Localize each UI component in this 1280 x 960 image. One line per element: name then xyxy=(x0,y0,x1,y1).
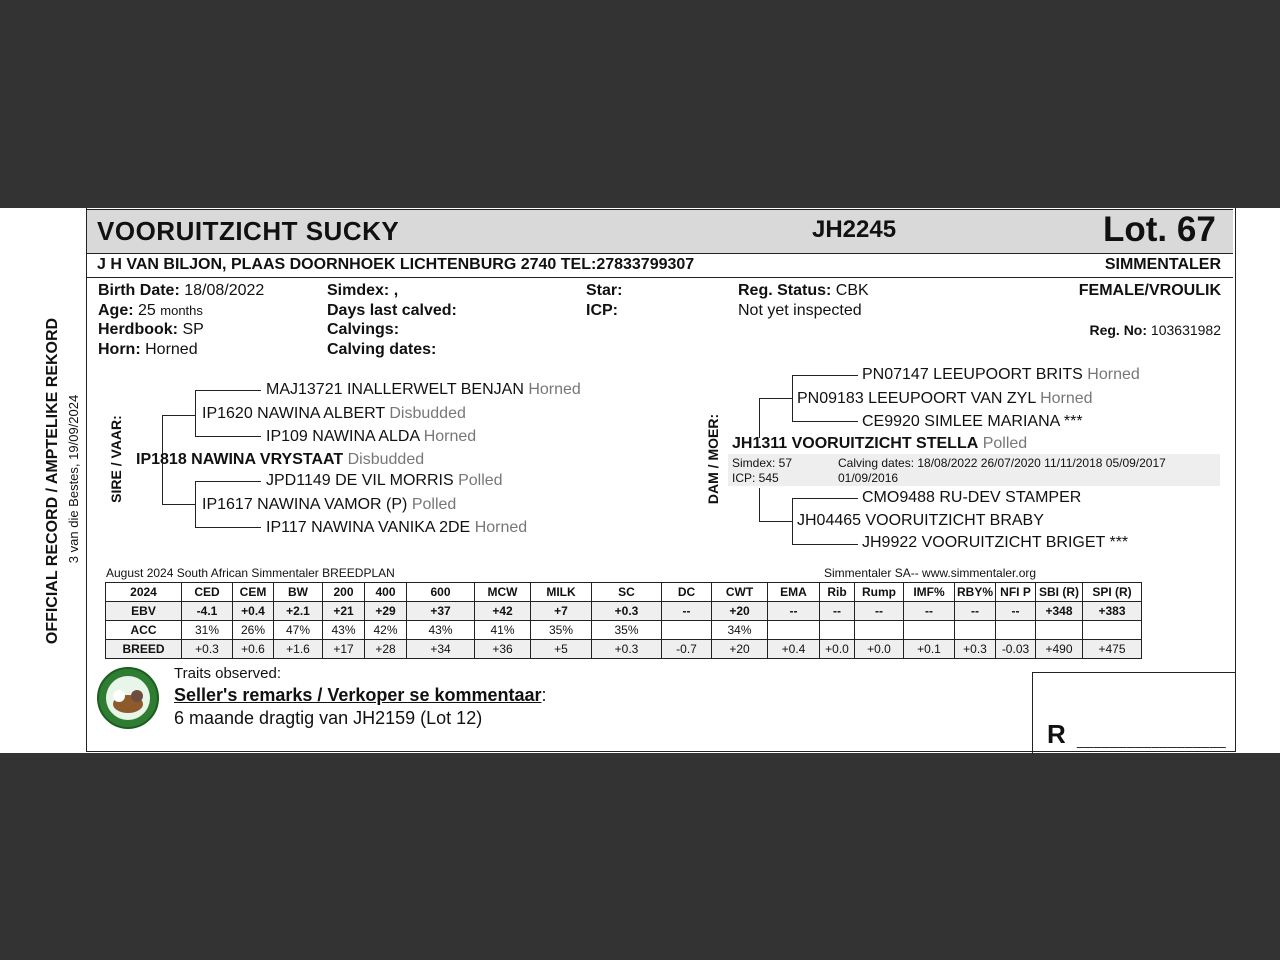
ds-horn: Horned xyxy=(1040,390,1093,407)
table-cell: +0.0 xyxy=(820,640,855,659)
table-cell: 26% xyxy=(233,621,274,640)
sire-bracket-top xyxy=(162,415,196,416)
row-label: ACC xyxy=(106,621,182,640)
sire-sire-sire xyxy=(266,381,581,399)
calving-dates-label: Calving dates: xyxy=(327,341,437,358)
dds-name: CMO9488 RU-DEV STAMPER xyxy=(862,489,1082,506)
table-row xyxy=(106,602,1142,621)
dam-bracket-top-h xyxy=(759,398,793,399)
table-cell: +0.3 xyxy=(592,640,662,659)
column-header: SC xyxy=(592,583,662,602)
breeder-info: J H VAN BILJON, PLAAS DOORNHOEK LICHTENBURG 2740 TEL:27833799307 xyxy=(97,256,695,273)
age xyxy=(98,302,203,320)
table-cell: 41% xyxy=(475,621,531,640)
column-header: SBI (R) xyxy=(1036,583,1083,602)
column-header: 600 xyxy=(407,583,475,602)
dam-bracket-bot-v xyxy=(759,488,760,521)
column-header: CWT xyxy=(712,583,768,602)
column-header: 400 xyxy=(365,583,407,602)
star-label: Star: xyxy=(586,282,623,299)
table-cell: -- xyxy=(904,602,955,621)
table-cell: +475 xyxy=(1083,640,1142,659)
sss-name: MAJ13721 INALLERWELT BENJAN xyxy=(266,381,524,398)
table-cell: -4.1 xyxy=(182,602,233,621)
sdd-name: IP117 NAWINA VANIKA 2DE xyxy=(266,519,471,536)
sex: FEMALE/VROULIK xyxy=(1078,282,1221,299)
dam-sire-dam xyxy=(862,413,1083,431)
table-cell: 35% xyxy=(531,621,592,640)
table-cell: +0.3 xyxy=(182,640,233,659)
table-cell xyxy=(955,621,996,640)
dam-horn: Polled xyxy=(982,435,1028,452)
table-cell: 31% xyxy=(182,621,233,640)
column-header: CEM xyxy=(233,583,274,602)
dam-dam xyxy=(797,512,1044,530)
simdex-label: Simdex: , xyxy=(327,282,399,299)
table-cell xyxy=(1083,621,1142,640)
animal-id: JH2245 xyxy=(812,216,897,243)
table-cell xyxy=(662,621,712,640)
column-header: Rump xyxy=(855,583,904,602)
table-cell: +0.1 xyxy=(904,640,955,659)
table-cell: +0.3 xyxy=(955,640,996,659)
dd-bracket-v xyxy=(792,498,793,544)
ds-name: PN09183 LEEUPOORT VAN ZYL xyxy=(797,390,1036,407)
sire-dam-dam xyxy=(266,519,527,537)
table-cell: +7 xyxy=(531,602,592,621)
sd-bracket-bot xyxy=(195,527,261,528)
dd-name: JH04465 VOORUITZICHT BRABY xyxy=(797,512,1044,529)
remarks-text: 6 maande dragtig van JH2159 (Lot 12) xyxy=(174,708,483,728)
ss-bracket-top xyxy=(195,390,261,391)
column-header: IMF% xyxy=(904,583,955,602)
dsd-name: CE9920 SIMLEE MARIANA *** xyxy=(862,413,1083,430)
table-cell xyxy=(820,621,855,640)
source-label: 3 van die Bestes, 19/09/2024 xyxy=(66,394,81,564)
table-row xyxy=(106,640,1142,659)
table-cell: +0.4 xyxy=(768,640,820,659)
table-cell: +29 xyxy=(365,602,407,621)
ds-bracket-top xyxy=(792,375,858,376)
sellers-remarks xyxy=(174,685,547,706)
sds-name: JPD1149 DE VIL MORRIS xyxy=(266,472,454,489)
table-cell xyxy=(1036,621,1083,640)
dss-name: PN07147 LEEUPOORT BRITS xyxy=(862,366,1083,383)
ss-horn: Disbudded xyxy=(389,405,466,422)
table-cell: +0.4 xyxy=(233,602,274,621)
calvings-label: Calvings: xyxy=(327,321,400,338)
breed-name: SIMMENTALER xyxy=(1104,256,1221,273)
animal-name: VOORUITZICHT SUCKY xyxy=(97,216,400,246)
table-cell: +20 xyxy=(712,602,768,621)
ss-bracket-v xyxy=(195,390,196,436)
table-row xyxy=(106,621,1142,640)
price-blank[interactable]: __________________ xyxy=(1077,732,1227,748)
dam-simdex: Simdex: 57 xyxy=(732,456,793,470)
reg-status-label: Reg. Status: xyxy=(738,282,832,299)
sd-bracket-v xyxy=(195,481,196,527)
table-cell: 35% xyxy=(592,621,662,640)
table-cell: +34 xyxy=(407,640,475,659)
ds-bracket-v xyxy=(792,375,793,421)
simmentaler-logo-icon xyxy=(97,666,159,730)
lot-number: Lot. 67 xyxy=(1103,210,1216,249)
sds-horn: Polled xyxy=(458,472,503,489)
dam-bracket-top-v xyxy=(759,398,760,438)
table-cell: -- xyxy=(855,602,904,621)
sd-horn: Polled xyxy=(411,496,457,513)
table-cell: 43% xyxy=(407,621,475,640)
horn xyxy=(98,341,198,359)
table-cell xyxy=(904,621,955,640)
sire-sire-dam xyxy=(266,428,476,446)
table-cell: -0.03 xyxy=(996,640,1036,659)
dam-label: DAM / MOER: xyxy=(705,413,721,505)
row-label: BREED xyxy=(106,640,182,659)
table-cell: +36 xyxy=(475,640,531,659)
sdd-horn: Horned xyxy=(474,519,528,536)
table-cell: +490 xyxy=(1036,640,1083,659)
days-last-calved-label: Days last calved: xyxy=(327,302,457,319)
inspection-status: Not yet inspected xyxy=(738,302,862,319)
sire-bracket-bot xyxy=(162,504,196,505)
column-header: BW xyxy=(274,583,323,602)
table-cell: +1.6 xyxy=(274,640,323,659)
table-cell: 42% xyxy=(365,621,407,640)
icp-label: ICP: xyxy=(586,302,618,319)
horn-value: Horned xyxy=(145,341,198,358)
column-header: NFI P xyxy=(996,583,1036,602)
herdbook-value: SP xyxy=(182,321,204,338)
column-header: DC xyxy=(662,583,712,602)
ssd-name: IP109 NAWINA ALDA xyxy=(266,428,420,445)
table-cell xyxy=(855,621,904,640)
dam-bracket-bot-h xyxy=(759,521,793,522)
sire-name: IP1818 NAWINA VRYSTAAT xyxy=(136,451,344,468)
column-header: EMA xyxy=(768,583,820,602)
column-header: SPI (R) xyxy=(1083,583,1142,602)
sire-dam xyxy=(202,496,456,514)
ssd-horn: Horned xyxy=(423,428,477,445)
dam-name: JH1311 VOORUITZICHT STELLA xyxy=(732,435,979,452)
reg-no-value: 103631982 xyxy=(1150,322,1221,338)
table-cell: +28 xyxy=(365,640,407,659)
table-cell: 43% xyxy=(323,621,365,640)
column-header: 200 xyxy=(323,583,365,602)
price-symbol: R xyxy=(1047,719,1066,749)
table-cell: +42 xyxy=(475,602,531,621)
dam-sire xyxy=(797,390,1093,408)
table-cell: +21 xyxy=(323,602,365,621)
herdbook xyxy=(98,321,204,339)
sd-bracket-top xyxy=(195,481,261,482)
dam-sire-sire xyxy=(862,366,1140,384)
ds-bracket-bot xyxy=(792,421,858,422)
dd-bracket-bot xyxy=(792,544,858,545)
sire-label: SIRE / VAAR: xyxy=(108,415,124,503)
column-header: CED xyxy=(182,583,233,602)
table-cell: -- xyxy=(820,602,855,621)
table-cell: -- xyxy=(662,602,712,621)
row-label: EBV xyxy=(106,602,182,621)
herdbook-label: Herdbook: xyxy=(98,321,178,338)
sire-sire xyxy=(202,405,466,423)
dd-bracket-top xyxy=(792,498,858,499)
table-cell: +0.3 xyxy=(592,602,662,621)
table-cell: 34% xyxy=(712,621,768,640)
table-cell: +383 xyxy=(1083,602,1142,621)
column-header: RBY% xyxy=(955,583,996,602)
table-cell xyxy=(768,621,820,640)
table-cell: +5 xyxy=(531,640,592,659)
table-cell: 47% xyxy=(274,621,323,640)
ebv-table xyxy=(105,582,1142,659)
column-header: MCW xyxy=(475,583,531,602)
ss-bracket-bot xyxy=(195,436,261,437)
official-record-label: OFFICIAL RECORD / AMPTELIKE REKORD xyxy=(44,317,61,645)
table-cell: -- xyxy=(955,602,996,621)
table-cell: -0.7 xyxy=(662,640,712,659)
breedplan-caption: August 2024 South African Simmentaler BREEDPLAN xyxy=(106,566,395,580)
sss-horn: Horned xyxy=(528,381,581,398)
table-cell xyxy=(996,621,1036,640)
society-caption: Simmentaler SA-- www.simmentaler.org xyxy=(824,566,1037,580)
ddd-name: JH9922 VOORUITZICHT BRIGET *** xyxy=(862,534,1129,551)
table-cell: +348 xyxy=(1036,602,1083,621)
sire-dam-sire xyxy=(266,472,503,490)
column-header: 2024 xyxy=(106,583,182,602)
dam-calving-dates-2: 01/09/2016 xyxy=(838,471,899,485)
sellers-remarks-colon: : xyxy=(541,685,547,705)
sire-horn: Disbudded xyxy=(347,451,425,468)
dam-calving-dates: Calving dates: 18/08/2022 26/07/2020 11/11/2018 05/09/2017 xyxy=(838,456,1166,470)
reg-status xyxy=(738,282,869,300)
dam-icp: ICP: 545 xyxy=(732,471,779,485)
column-header: MILK xyxy=(531,583,592,602)
traits-observed: Traits observed: xyxy=(174,665,281,682)
table-cell: -- xyxy=(996,602,1036,621)
reg-no xyxy=(1089,322,1221,338)
sd-name: IP1617 NAWINA VAMOR (P) xyxy=(202,496,408,513)
age-unit: months xyxy=(160,303,203,318)
dam-dam-sire xyxy=(862,489,1081,507)
reg-status-value: CBK xyxy=(835,282,869,299)
dss-horn: Horned xyxy=(1087,366,1140,383)
column-header: Rib xyxy=(820,583,855,602)
age-label: Age: xyxy=(98,302,134,319)
table-cell: +2.1 xyxy=(274,602,323,621)
birth-date xyxy=(98,282,264,300)
table-header-row xyxy=(106,583,1142,602)
horn-label: Horn: xyxy=(98,341,141,358)
sire xyxy=(136,451,424,469)
table-cell: -- xyxy=(768,602,820,621)
catalog-card xyxy=(0,208,1280,753)
sellers-remarks-title: Seller's remarks / Verkoper se kommentaar xyxy=(174,685,542,705)
table-cell: +0.0 xyxy=(855,640,904,659)
dam-dam-dam xyxy=(862,534,1128,552)
birth-date-label: Birth Date: xyxy=(98,282,180,299)
table-cell: +0.6 xyxy=(233,640,274,659)
ss-name: IP1620 NAWINA ALBERT xyxy=(202,405,385,422)
reg-no-label: Reg. No: xyxy=(1089,322,1148,338)
birth-date-value: 18/08/2022 xyxy=(184,282,265,299)
table-cell: +17 xyxy=(323,640,365,659)
age-value: 25 xyxy=(138,302,156,319)
table-cell: +20 xyxy=(712,640,768,659)
table-cell: +37 xyxy=(407,602,475,621)
dam xyxy=(732,435,1027,453)
